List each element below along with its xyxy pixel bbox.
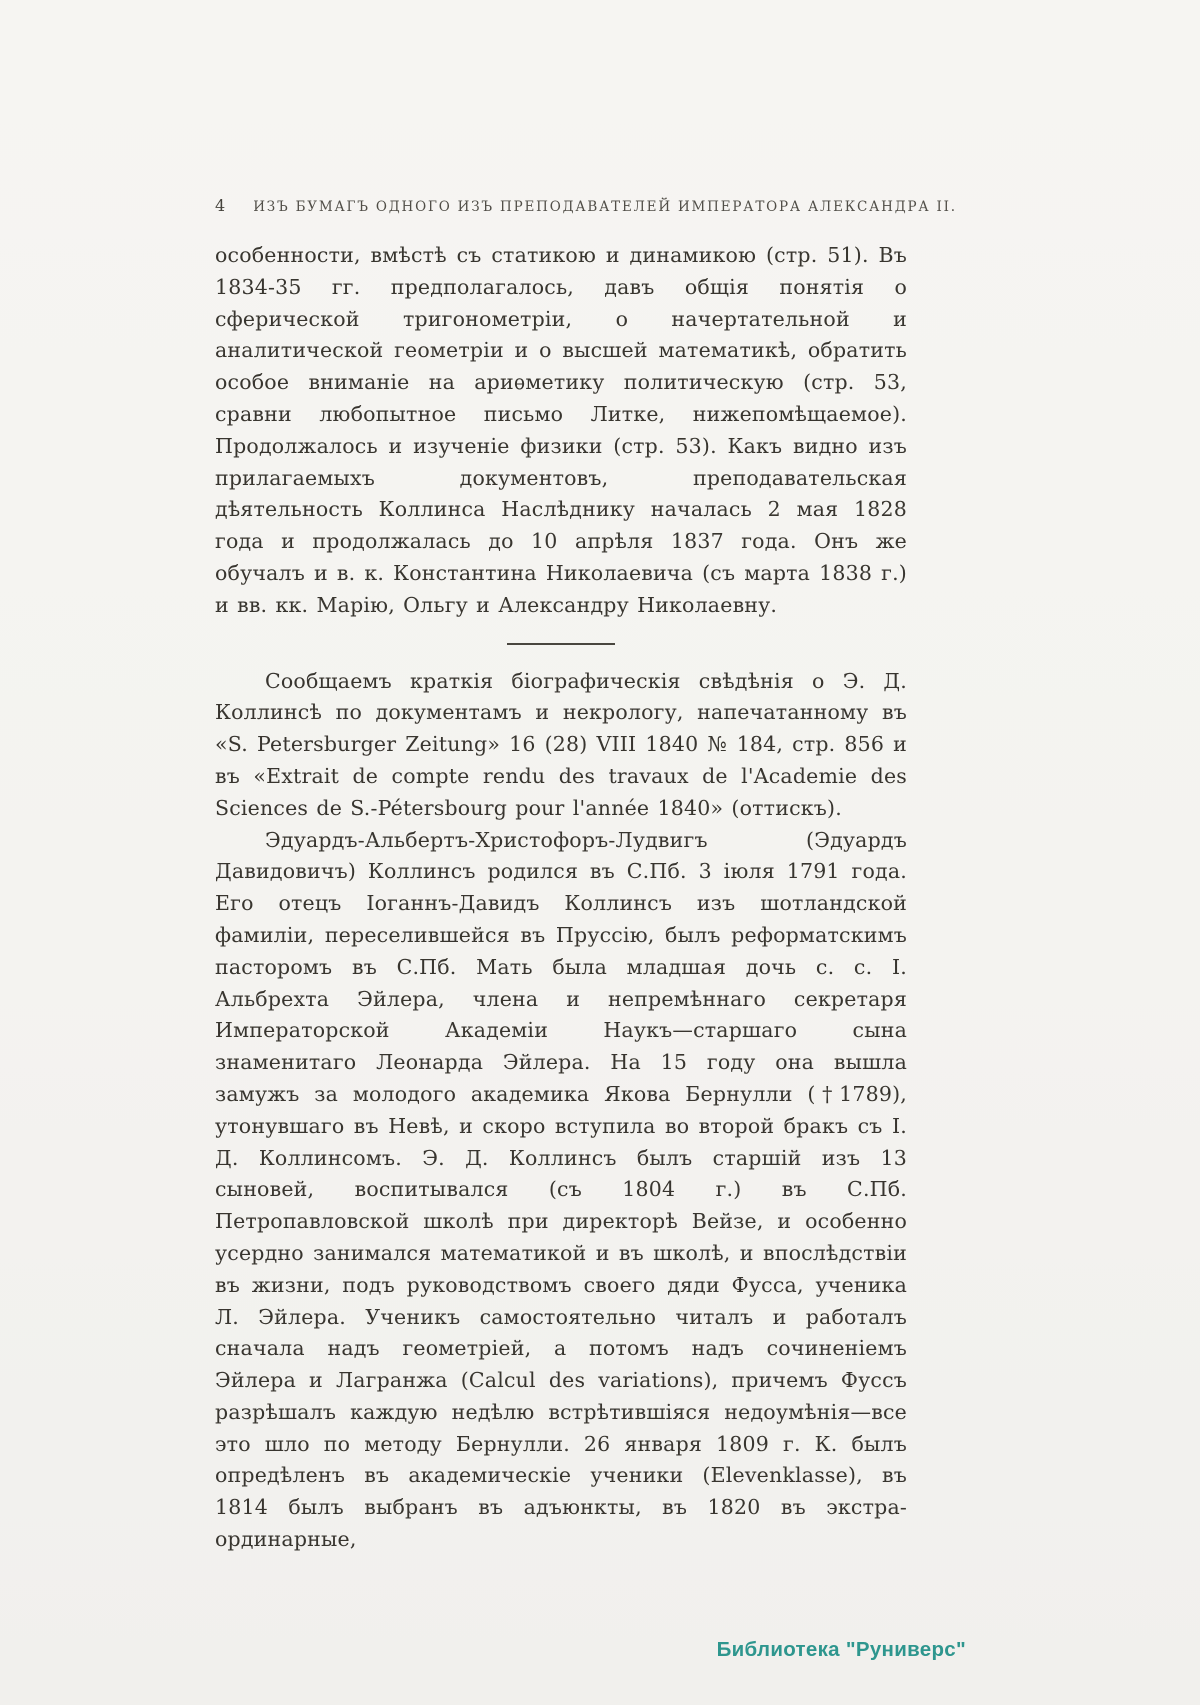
paragraph-biography-intro: Сообщаемъ краткія біографическія свѣдѣнія о Э. Д. Коллинсѣ по документамъ и некрологу, напечатанному въ «S. Petersburger Zeitung» 16 (28) VIII 1840 № 184, стр. 856 и въ «Extrait de compte rendu des travaux de l'Academie des Sciences de S.-Pétersbourg pour l'année 1840» (оттискъ). xyxy=(215,668,907,820)
page-number: 4 xyxy=(215,196,226,215)
paragraph-continuation: особенности, вмѣстѣ съ статикою и динамикою (стр. 51). Въ 1834-35 гг. предполагалось, давъ общія понятія о сферической тригонометріи, о начертательной и аналитической геометріи и о высшей математикѣ, обратить особое вниманіе на ариѳметику политическую (стр. 53, сравни любопытное письмо Литке, нижепомѣщаемое). Продолжалось и изученіе физики (стр. 53). Какъ видно изъ прилагаемыхъ документовъ, преподавательская дѣятельность Коллинса Наслѣднику началась 2 мая 1828 года и продолжалась до 10 апрѣля 1837 года. Онъ же обучалъ и в. к. Константина Николаевича (съ марта 1838 г.) и вв. кк. Марію, Ольгу и Александру Николаевну. xyxy=(215,243,907,617)
library-watermark: Библиотека "Руниверс" xyxy=(716,1638,966,1661)
running-title: ИЗЪ БУМАГЪ ОДНОГО ИЗЪ ПРЕПОДАВАТЕЛЕЙ ИМПЕРАТОРА АЛЕКСАНДРА II. xyxy=(253,199,957,215)
section-divider xyxy=(215,622,907,666)
divider-line xyxy=(507,643,615,645)
text-block xyxy=(215,240,907,1556)
page-header xyxy=(215,196,957,215)
paragraph-biography-body: Эдуардъ-Альбертъ-Христофоръ-Лудвигъ (Эдуардъ Давидовичъ) Коллинсъ родился въ С.Пб. 3 іюля 1791 года. Его отецъ Іоганнъ-Давидъ Коллинсъ изъ шотландской фамиліи, переселившейся въ Пруссію, былъ реформатскимъ пасторомъ въ С.Пб. Мать была младшая дочь с. с. І. Альбрехта Эйлера, члена и непремѣннаго секретаря Императорской Академіи Наукъ—старшаго сына знаменитаго Леонарда Эйлера. На 15 году она вышла замужъ за молодого академика Якова Бернулли (†1789), утонувшаго въ Невѣ, и скоро вступила во второй бракъ съ І. Д. Коллинсомъ. Э. Д. Коллинсъ былъ старшій изъ 13 сыновей, воспитывался (съ 1804 г.) въ С.Пб. Петропавловской школѣ при директорѣ Вейзе, и особенно усердно занимался математикой и въ школѣ, и впослѣдствіи въ жизни, подъ руководствомъ своего дяди Фусса, ученика Л. Эйлера. Ученикъ самостоятельно читалъ и работалъ сначала надъ геометріей, а потомъ надъ сочиненіемъ Эйлера и Лагранжа (Calcul des variations), причемъ Фуссъ разрѣшалъ каждую недѣлю встрѣтившіяся недоумѣнія—все это шло по методу Бернулли. 26 января 1809 г. К. былъ опредѣленъ въ академическіе ученики (Elevenklasse), въ 1814 былъ выбранъ въ адъюнкты, въ 1820 въ экстра-ординарные, xyxy=(215,827,907,1552)
